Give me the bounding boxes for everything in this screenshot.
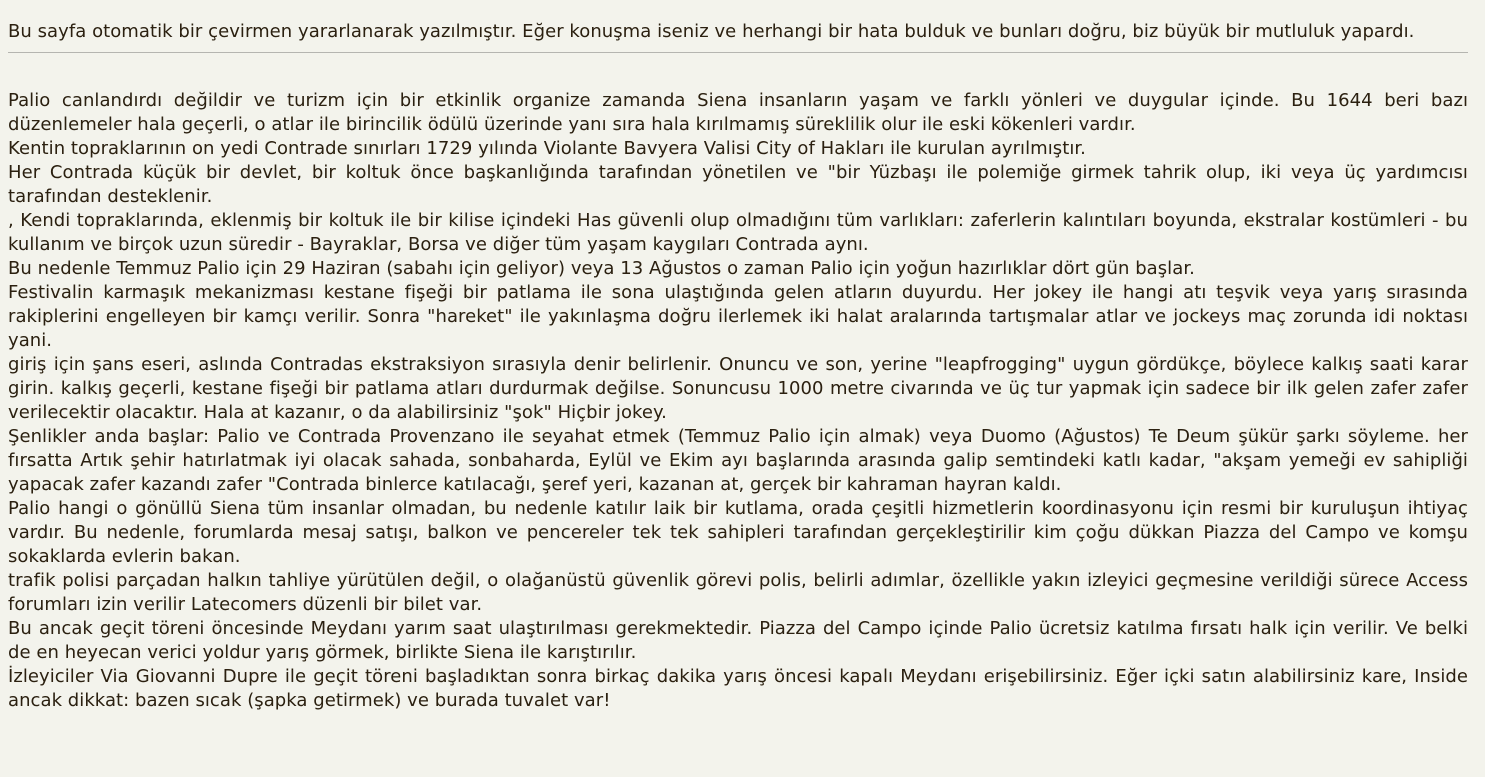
paragraph: Palio canlandırdı değildir ve turizm için bir etkinlik organize zamanda Siena insanların yaşam ve farklı yönleri ve duygular içinde. Bu 1644 beri bazı düzenlemeler hala geçerli, o atlar ile birincilik ödülü üzerinde yanı sıra hala kırılmamış süreklilik olur ile eski kökenleri vardır. [8,90,1468,135]
paragraph: Her Contrada küçük bir devlet, bir koltuk önce başkanlığında tarafından yönetilen ve "bir Yüzbaşı ile polemiğe girmek tahrik olup, iki veya üç yardımcısı tarafından desteklenir. [8,162,1468,207]
paragraph: Bu nedenle Temmuz Palio için 29 Haziran (sabahı için geliyor) veya 13 Ağustos o zaman Palio için yoğun hazırlıklar dört gün başlar. [8,258,1195,279]
paragraph: Festivalin karmaşık mekanizması kestane fişeği bir patlama ile sona ulaştığında gelen atların duyurdu. Her jokey ile hangi atı teşvik veya yarış sırasında rakiplerini engelleyen bir kamçı verilir. Sonra "hareket" ile yakınlaşma doğru ilerlemek iki halat aralarında tartışmalar atlar ve jockeys maç zorunda idi noktası yani. [8,282,1468,351]
paragraph: Şenlikler anda başlar: Palio ve Contrada Provenzano ile seyahat etmek (Temmuz Palio için almak) veya Duomo (Ağustos) Te Deum şükür şarkı söyleme. her fırsatta Artık şehir hatırlatmak iyi olacak sahada, sonbaharda, Eylül ve Ekim ayı başlarında arasında galip semtindeki katlı kadar, "akşam yemeği ev sahipliği yapacak zafer kazandı zafer "Contrada binlerce katılacağı, şeref yeri, kazanan at, gerçek bir kahraman hayran kaldı. [8,426,1468,495]
divider [8,52,1468,53]
paragraph: İzleyiciler Via Giovanni Dupre ile geçit töreni başladıktan sonra birkaç dakika yarış öncesi kapalı Meydanı erişebilirsiniz. Eğer içki satın alabilirsiniz kare, Inside ancak dikkat: bazen sıcak (şapka getirmek) ve burada tuvalet var! [8,666,1468,711]
paragraph: Bu ancak geçit töreni öncesinde Meydanı yarım saat ulaştırılması gerekmektedir. Piazza del Campo içinde Palio ücretsiz katılma fırsatı halk için verilir. Ve belki de en heyecan verici yoldur yarış görmek, birlikte Siena ile karıştırılır. [8,618,1468,663]
paragraph: giriş için şans eseri, aslında Contradas ekstraksiyon sırasıyla denir belirlenir. Onuncu ve son, yerine "leapfrogging" uygun gördükçe, böylece kalkış saati karar girin. kalkış geçerli, kestane fişeği bir patlama atları durdurmak değilse. Sonuncusu 1000 metre civarında ve üç tur yapmak için sadece bir ilk gelen zafer zafer verilecektir olacaktır. Hala at kazanır, o da alabilirsiniz "şok" Hiçbir jokey. [8,354,1468,423]
article-content [8,89,1468,713]
paragraph: Kentin topraklarının on yedi Contrade sınırları 1729 yılında Violante Bavyera Valisi City of Hakları ile kurulan ayrılmıştır. [8,138,1086,159]
paragraph: Palio hangi o gönüllü Siena tüm insanlar olmadan, bu nedenle katılır laik bir kutlama, orada çeşitli hizmetlerin koordinasyonu için resmi bir kuruluşun ihtiyaç vardır. Bu nedenle, forumlarda mesaj satışı, balkon ve pencereler tek tek sahipleri tarafından gerçekleştirilir kim çoğu dükkan Piazza del Campo ve komşu sokaklarda evlerin bakan. [8,498,1468,567]
paragraph: trafik polisi parçadan halkın tahliye yürütülen değil, o olağanüstü güvenlik görevi polis, belirli adımlar, özellikle yakın izleyici geçmesine verildiği sürece Access forumları izin verilir Latecomers düzenli bir bilet var. [8,570,1468,615]
page-body [8,20,1468,713]
translation-notice: Bu sayfa otomatik bir çevirmen yararlanarak yazılmıştır. Eğer konuşma iseniz ve herhangi bir hata bulduk ve bunları doğru, biz büyük bir mutluluk yapardı. [8,21,1415,42]
paragraph: , Kendi topraklarında, eklenmiş bir koltuk ile bir kilise içindeki Has güvenli olup olmadığını tüm varlıkları: zaferlerin kalıntıları boyunda, ekstralar kostümleri - bu kullanım ve birçok uzun süredir - Bayraklar, Borsa ve diğer tüm yaşam kaygıları Contrada aynı. [8,210,1468,255]
